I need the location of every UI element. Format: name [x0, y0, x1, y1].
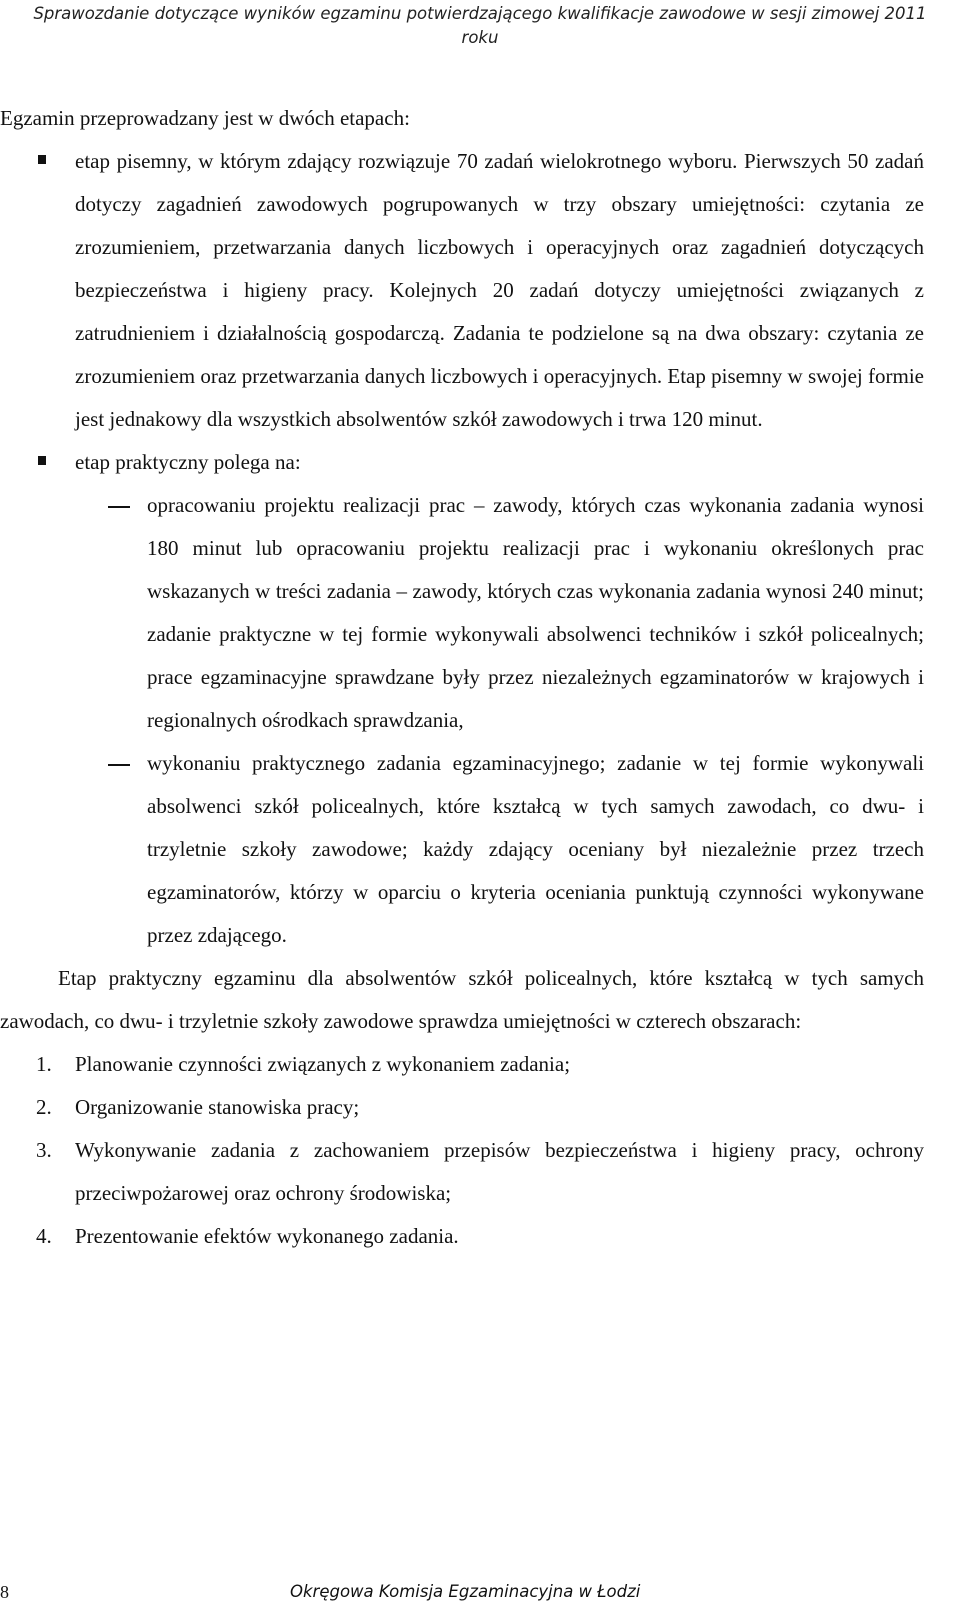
running-header	[0, 0, 960, 50]
area-item	[0, 1215, 924, 1258]
square-bullet-icon	[38, 456, 46, 465]
area-item	[0, 1043, 924, 1086]
practical-sublist	[75, 484, 924, 957]
stage-practical-text: etap praktyczny polega na:	[75, 450, 301, 474]
area-text: Prezentowanie efektów wykonanego zadania.	[75, 1224, 459, 1248]
practical-subitem	[75, 742, 924, 957]
area-number: 1.	[36, 1052, 52, 1076]
header-line-2: roku	[461, 28, 499, 47]
footer-organization: Okręgowa Komisja Egzaminacyjna w Łodzi	[290, 1582, 641, 1601]
area-text: Organizowanie stanowiska pracy;	[75, 1095, 360, 1119]
dash-bullet-icon	[108, 506, 130, 508]
area-number: 3.	[36, 1138, 52, 1162]
page-number: 8	[0, 1582, 9, 1602]
stage-item-practical	[0, 441, 924, 957]
area-item	[0, 1086, 924, 1129]
practical-sublist-wrap	[0, 484, 924, 957]
practical-subitem-text: opracowaniu projektu realizacji prac – zawody, których czas wykonania zadania wynosi 180 minut lub opracowaniu projektu realizacji prac i wykonaniu określonych prac wskazanych w treści zadania – zawody, których czas wykonania zadania wynosi 240 minut; zadanie praktyczne w tej formie wykonywali absolwenci techników i szkół policealnych; prace egzaminacyjne sprawdzane były przez niezależnych egzaminatorów w krajowych i regionalnych ośrodkach sprawdzania,	[147, 493, 924, 732]
square-bullet-icon	[38, 155, 46, 164]
area-text: Planowanie czynności związanych z wykonaniem zadania;	[75, 1052, 571, 1076]
dash-bullet-icon	[108, 764, 130, 766]
stage-written-text: etap pisemny, w którym zdający rozwiązuje 70 zadań wielokrotnego wyboru. Pierwszych 50 zadań dotyczy zagadnień zawodowych pogrupowanych w trzy obszary umiejętności: czytania ze zrozumieniem, przetwarzania danych liczbowych i operacyjnych oraz zagadnień dotyczących bezpieczeństwa i higieny pracy. Kolejnych 20 zadań dotyczy umiejętności związanych z zatrudnieniem i działalnością gospodarczą. Zadania te podzielone są na dwa obszary: czytania ze zrozumieniem oraz przetwarzania danych liczbowych i operacyjnych. Etap pisemny w swojej formie jest jednakowy dla wszystkich absolwentów szkół zawodowych i trwa 120 minut.	[75, 149, 924, 431]
document-body	[0, 97, 924, 1258]
area-number: 4.	[36, 1224, 52, 1248]
practical-areas-paragraph: Etap praktyczny egzaminu dla absolwentów szkół policealnych, które kształcą w tych samych zawodach, co dwu- i trzyletnie szkoły zawodowe sprawdza umiejętności w czterech obszarach:	[0, 966, 924, 1033]
areas-list	[0, 1043, 924, 1258]
stage-list	[0, 140, 924, 957]
intro-text: Egzamin przeprowadzany jest w dwóch etapach:	[0, 106, 410, 130]
practical-subitem-text: wykonaniu praktycznego zadania egzaminacyjnego; zadanie w tej formie wykonywali absolwenci szkół policealnych, które kształcą w tych samych zawodach, co dwu- i trzyletnie szkoły zawodowe; każdy zdający oceniany był niezależnie przez trzech egzaminatorów, którzy w oparciu o kryteria oceniania punktują czynności wykonywane przez zdającego.	[147, 751, 924, 947]
stage-item-written	[0, 140, 924, 441]
page-footer	[0, 1582, 960, 1612]
area-text: Wykonywanie zadania z zachowaniem przepisów bezpieczeństwa i higieny pracy, ochrony przeciwpożarowej oraz ochrony środowiska;	[75, 1138, 924, 1205]
area-number: 2.	[36, 1095, 52, 1119]
area-item	[0, 1129, 924, 1215]
practical-subitem	[75, 484, 924, 742]
header-line-1: Sprawozdanie dotyczące wyników egzaminu potwierdzającego kwalifikacje zawodowe w sesji zimowej 2011	[33, 4, 927, 23]
